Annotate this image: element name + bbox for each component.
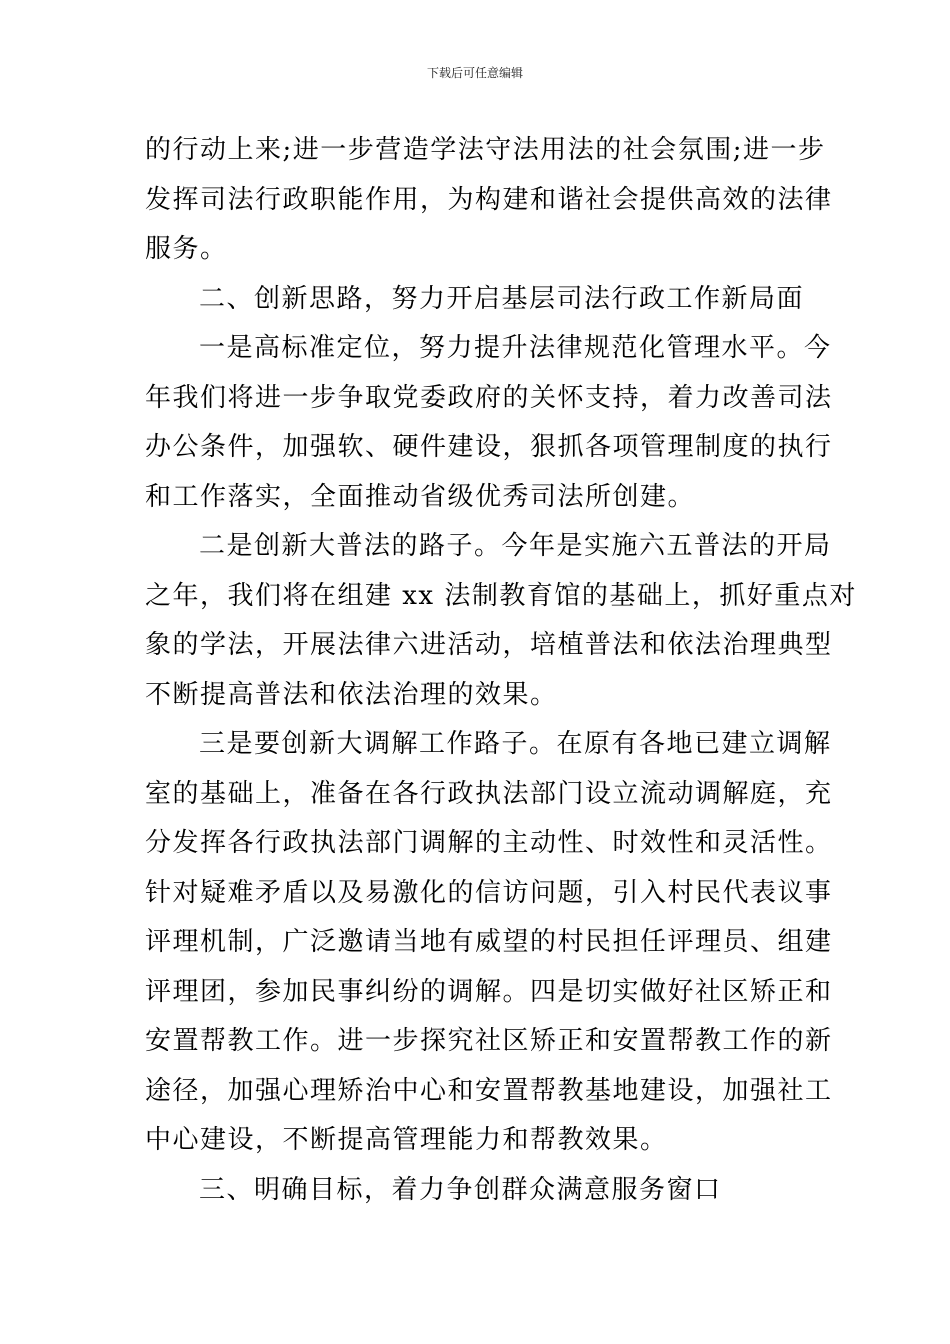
section-heading: 三、明确目标，着力争创群众满意服务窗口 xyxy=(199,1174,722,1205)
body-line: 象的学法，开展法律六进活动，培植普法和依法治理典型 xyxy=(145,630,833,660)
section-heading: 二、创新思路，努力开启基层司法行政工作新局面 xyxy=(199,283,805,314)
body-line: 年我们将进一步争取党委政府的关怀支持，着力改善司法 xyxy=(145,382,833,413)
body-line: 评理团，参加民事纠纷的调解。四是切实做好社区矫正和 xyxy=(145,976,833,1007)
body-line: 之年，我们将在组建 xx 法制教育馆的基础上，抓好重点对 xyxy=(145,580,857,611)
body-line: 安置帮教工作。进一步探究社区矫正和安置帮教工作的新 xyxy=(145,1026,833,1056)
paragraph-start: 二是创新大普法的路子。今年是实施六五普法的开局 xyxy=(199,531,832,561)
body-line: 的行动上来;进一步营造学法守法用法的社会氛围;进一步 xyxy=(145,135,826,165)
body-line: 服务。 xyxy=(145,234,228,264)
body-line: 途径，加强心理矫治中心和安置帮教基地建设，加强社工 xyxy=(145,1075,833,1106)
body-line: 办公条件，加强软、硬件建设，狠抓各项管理制度的执行 xyxy=(145,432,833,462)
body-line: 中心建设，不断提高管理能力和帮教效果。 xyxy=(145,1125,668,1155)
body-line: 评理机制，广泛邀请当地有威望的村民担任评理员、组建 xyxy=(145,927,833,957)
body-line: 发挥司法行政职能作用，为构建和谐社会提供高效的法律 xyxy=(145,184,833,215)
page-header: 下载后可任意编辑 xyxy=(426,66,523,80)
paragraph-start: 一是高标准定位，努力提升法律规范化管理水平。今 xyxy=(199,333,832,363)
body-line: 和工作落实，全面推动省级优秀司法所创建。 xyxy=(145,481,696,512)
document-body xyxy=(145,126,857,1215)
paragraph-start: 三是要创新大调解工作路子。在原有各地已建立调解 xyxy=(199,729,832,759)
body-line: 不断提高普法和依法治理的效果。 xyxy=(145,679,558,710)
body-line: 分发挥各行政执法部门调解的主动性、时效性和灵活性。 xyxy=(145,828,833,858)
body-line: 针对疑难矛盾以及易激化的信访问题，引入村民代表议事 xyxy=(145,877,833,908)
body-line: 室的基础上，准备在各行政执法部门设立流动调解庭，充 xyxy=(145,778,833,809)
